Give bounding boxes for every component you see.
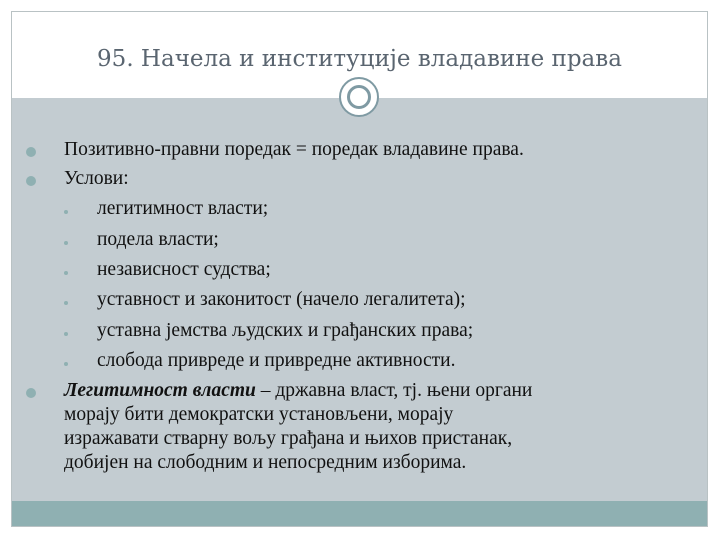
legitimacy-line-2: морају бити демократски установљени, морају — [64, 404, 454, 425]
legitimacy-term: Легитимност власти — [64, 380, 256, 401]
condition-item: независност судства; — [97, 259, 271, 280]
bullet-icon — [26, 147, 36, 157]
condition-item: подела власти; — [97, 229, 219, 250]
legitimacy-line-1 — [64, 380, 532, 402]
bullet-item: Услови: — [64, 168, 129, 189]
sub-bullet-icon — [64, 210, 68, 214]
sub-bullet-icon — [64, 362, 68, 366]
legitimacy-text: – државна власт, тј. њени органи — [260, 380, 533, 401]
condition-item: уставна јемства људских и грађанских права; — [97, 320, 474, 341]
condition-item: легитимност власти; — [97, 198, 269, 219]
bullet-icon — [26, 176, 36, 186]
condition-item: уставност и законитост (начело легалитета); — [97, 289, 466, 310]
legitimacy-line-4: добијен на слободним и непосредним изборима. — [64, 452, 467, 473]
sub-bullet-icon — [64, 301, 68, 305]
sub-bullet-icon — [64, 332, 68, 336]
legitimacy-line-3: изражавати стварну вољу грађана и њихов пристанак, — [64, 428, 513, 449]
bullet-icon — [26, 388, 36, 398]
condition-item: слобода привреде и привредне активности. — [97, 350, 456, 371]
slide-title: 95. Начела и институције владавине права — [97, 46, 622, 72]
bullet-item: Позитивно-правни поредак = поредак владавине права. — [64, 139, 524, 160]
sub-bullet-icon — [64, 271, 68, 275]
sub-bullet-icon — [64, 241, 68, 245]
